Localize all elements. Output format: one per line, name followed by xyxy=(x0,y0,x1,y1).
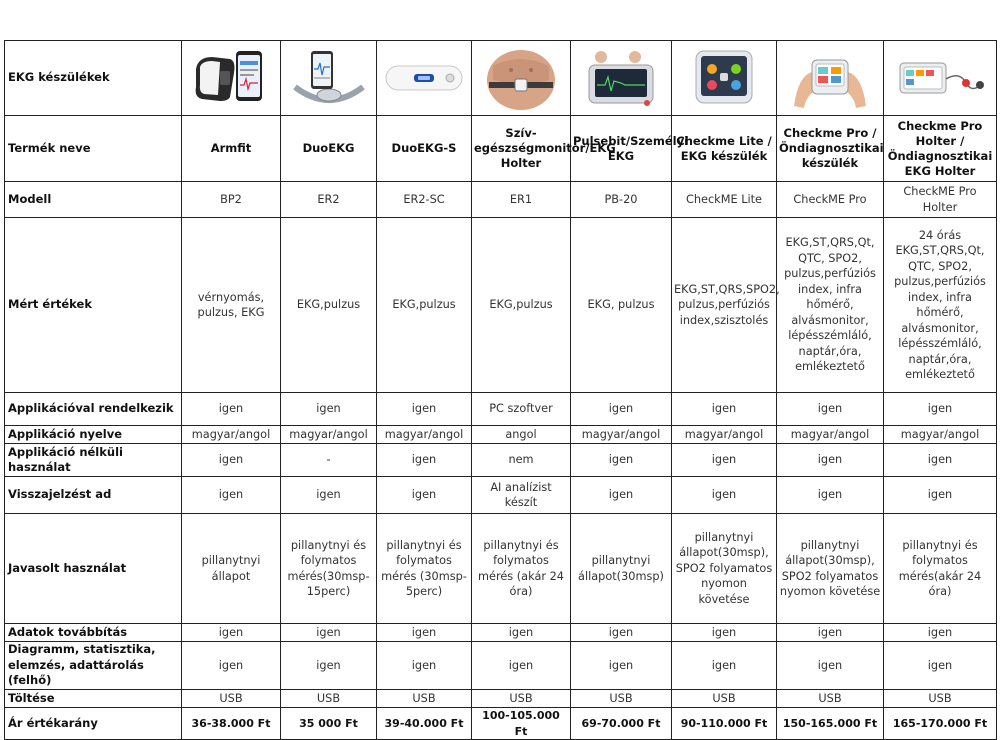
armfit-cuff-phone-image xyxy=(190,47,272,109)
cell-transfer: igen xyxy=(182,624,281,642)
product-image-cell xyxy=(571,41,672,116)
chest-strap-torso-image xyxy=(485,46,557,110)
duoekg-strap-phone-image xyxy=(289,47,369,109)
cell-transfer: igen xyxy=(777,624,884,642)
cell-model: BP2 xyxy=(182,182,281,218)
cell-name: Checkme Lite / EKG készülék xyxy=(672,116,777,182)
image-row xyxy=(5,41,997,116)
row-label: Mért értékek xyxy=(5,218,182,393)
header-label: EKG készülékek xyxy=(5,41,182,116)
cell-measured: EKG,pulzus xyxy=(377,218,472,393)
row-feedback xyxy=(5,477,997,514)
cell-price: 39-40.000 Ft xyxy=(377,708,472,740)
product-image-cell xyxy=(182,41,281,116)
cell-no-app: igen xyxy=(884,444,997,477)
checkme-lite-device-image xyxy=(684,47,764,109)
cell-measured: EKG,pulzus xyxy=(472,218,571,393)
row-product-name xyxy=(5,116,997,182)
cell-model: CheckME Lite xyxy=(672,182,777,218)
cell-language: magyar/angol xyxy=(571,426,672,444)
row-label: Adatok továbbítás xyxy=(5,624,182,642)
product-image-cell xyxy=(377,41,472,116)
row-language xyxy=(5,426,997,444)
cell-price: 69-70.000 Ft xyxy=(571,708,672,740)
cell-transfer: igen xyxy=(472,624,571,642)
cell-no-app: igen xyxy=(377,444,472,477)
cell-usage: pillanytnyi és folymatos mérés (30msp-5perc) xyxy=(377,514,472,624)
row-usage xyxy=(5,514,997,624)
cell-diagram: igen xyxy=(472,642,571,690)
cell-price: 100-105.000 Ft xyxy=(472,708,571,740)
cell-price: 90-110.000 Ft xyxy=(672,708,777,740)
cell-feedback: igen xyxy=(281,477,377,514)
cell-name: Checkme Pro Holter / Öndiagnosztikai EKG Holter xyxy=(884,116,997,182)
row-label: Visszajelzést ad xyxy=(5,477,182,514)
cell-measured: EKG,ST,QRS,SPO2, pulzus,perfúziós index,szisztolés xyxy=(672,218,777,393)
product-image-cell xyxy=(672,41,777,116)
cell-feedback: igen xyxy=(571,477,672,514)
cell-usage: pillanytnyi állapot(30msp), SPO2 folyamatos nyomon követése xyxy=(672,514,777,624)
cell-charging: USB xyxy=(672,690,777,708)
cell-app: igen xyxy=(884,393,997,426)
cell-transfer: igen xyxy=(377,624,472,642)
cell-charging: USB xyxy=(571,690,672,708)
cell-name: Szív-egészségmonitor/EKG Holter xyxy=(472,116,571,182)
row-label: Applikációval rendelkezik xyxy=(5,393,182,426)
cell-charging: USB xyxy=(884,690,997,708)
cell-measured: vérnyomás, pulzus, EKG xyxy=(182,218,281,393)
cell-measured: 24 órás EKG,ST,QRS,Qt, QTC, SPO2, pulzus,perfúziós index, infra hőmérő, alvásmonitor, lépésszémláló, naptár,óra, emlékeztető xyxy=(884,218,997,393)
cell-feedback: igen xyxy=(884,477,997,514)
cell-feedback: AI analízist készít xyxy=(472,477,571,514)
cell-language: magyar/angol xyxy=(884,426,997,444)
cell-usage: pillanytnyi állapot xyxy=(182,514,281,624)
cell-no-app: nem xyxy=(472,444,571,477)
cell-feedback: igen xyxy=(377,477,472,514)
cell-app: PC szoftver xyxy=(472,393,571,426)
cell-name: Checkme Pro / Öndiagnosztikai készülék xyxy=(777,116,884,182)
cell-diagram: igen xyxy=(377,642,472,690)
row-label: Javasolt használat xyxy=(5,514,182,624)
product-image-cell xyxy=(281,41,377,116)
cell-feedback: igen xyxy=(672,477,777,514)
cell-name: Pulsebit/Személyi EKG xyxy=(571,116,672,182)
cell-diagram: igen xyxy=(672,642,777,690)
checkme-pro-holter-image xyxy=(894,55,986,101)
cell-measured: EKG, pulzus xyxy=(571,218,672,393)
cell-feedback: igen xyxy=(777,477,884,514)
row-label: Applikáció nyelve xyxy=(5,426,182,444)
cell-charging: USB xyxy=(472,690,571,708)
cell-transfer: igen xyxy=(281,624,377,642)
row-label: Termék neve xyxy=(5,116,182,182)
cell-model: CheckME Pro xyxy=(777,182,884,218)
cell-language: magyar/angol xyxy=(182,426,281,444)
cell-model: ER2-SC xyxy=(377,182,472,218)
row-label: Töltése xyxy=(5,690,182,708)
row-price xyxy=(5,708,997,740)
cell-name: DuoEKG-S xyxy=(377,116,472,182)
row-model xyxy=(5,182,997,218)
cell-transfer: igen xyxy=(571,624,672,642)
cell-measured: EKG,pulzus xyxy=(281,218,377,393)
cell-app: igen xyxy=(571,393,672,426)
product-image-cell xyxy=(884,41,997,116)
cell-model: CheckME Pro Holter xyxy=(884,182,997,218)
checkme-pro-hands-image xyxy=(790,46,870,110)
cell-app: igen xyxy=(377,393,472,426)
pulsebit-handheld-image xyxy=(581,47,661,109)
cell-transfer: igen xyxy=(672,624,777,642)
cell-no-app: igen xyxy=(777,444,884,477)
row-diagram xyxy=(5,642,997,690)
cell-price: 36-38.000 Ft xyxy=(182,708,281,740)
cell-model: ER2 xyxy=(281,182,377,218)
row-measured xyxy=(5,218,997,393)
cell-model: PB-20 xyxy=(571,182,672,218)
cell-usage: pillanytnyi és folymatos mérés (akár 24 óra) xyxy=(472,514,571,624)
cell-app: igen xyxy=(777,393,884,426)
cell-charging: USB xyxy=(182,690,281,708)
cell-app: igen xyxy=(672,393,777,426)
cell-charging: USB xyxy=(281,690,377,708)
cell-charging: USB xyxy=(377,690,472,708)
cell-measured: EKG,ST,QRS,Qt, QTC, SPO2, pulzus,perfúziós index, infra hőmérő, alvásmonitor, lépésszémláló, naptár,óra, emlékeztető xyxy=(777,218,884,393)
row-label: Modell xyxy=(5,182,182,218)
cell-language: magyar/angol xyxy=(777,426,884,444)
product-image-cell xyxy=(777,41,884,116)
cell-price: 165-170.000 Ft xyxy=(884,708,997,740)
product-image-cell xyxy=(472,41,571,116)
duoekg-s-device-image xyxy=(382,58,466,98)
cell-language: angol xyxy=(472,426,571,444)
cell-no-app: - xyxy=(281,444,377,477)
cell-usage: pillanytnyi és folymatos mérés(akár 24 óra) xyxy=(884,514,997,624)
cell-no-app: igen xyxy=(571,444,672,477)
cell-app: igen xyxy=(182,393,281,426)
cell-name: Armfit xyxy=(182,116,281,182)
row-transfer xyxy=(5,624,997,642)
row-no-app-usage xyxy=(5,444,997,477)
cell-diagram: igen xyxy=(884,642,997,690)
row-app xyxy=(5,393,997,426)
cell-usage: pillanytnyi és folymatos mérés(30msp-15perc) xyxy=(281,514,377,624)
cell-transfer: igen xyxy=(884,624,997,642)
cell-price: 150-165.000 Ft xyxy=(777,708,884,740)
cell-diagram: igen xyxy=(571,642,672,690)
cell-diagram: igen xyxy=(281,642,377,690)
cell-diagram: igen xyxy=(777,642,884,690)
cell-diagram: igen xyxy=(182,642,281,690)
cell-app: igen xyxy=(281,393,377,426)
cell-feedback: igen xyxy=(182,477,281,514)
cell-charging: USB xyxy=(777,690,884,708)
cell-model: ER1 xyxy=(472,182,571,218)
cell-language: magyar/angol xyxy=(281,426,377,444)
row-label: Ár értékarány xyxy=(5,708,182,740)
cell-language: magyar/angol xyxy=(377,426,472,444)
comparison-table xyxy=(4,40,997,740)
cell-usage: pillanytnyi állapot(30msp), SPO2 folyamatos nyomon követése xyxy=(777,514,884,624)
cell-no-app: igen xyxy=(182,444,281,477)
cell-price: 35 000 Ft xyxy=(281,708,377,740)
row-label: Diagramm, statisztika, elemzés, adattárolás (felhő) xyxy=(5,642,182,690)
cell-language: magyar/angol xyxy=(672,426,777,444)
cell-name: DuoEKG xyxy=(281,116,377,182)
row-label: Applikáció nélküli használat xyxy=(5,444,182,477)
row-charging xyxy=(5,690,997,708)
cell-usage: pillanytnyi állapot(30msp) xyxy=(571,514,672,624)
cell-no-app: igen xyxy=(672,444,777,477)
